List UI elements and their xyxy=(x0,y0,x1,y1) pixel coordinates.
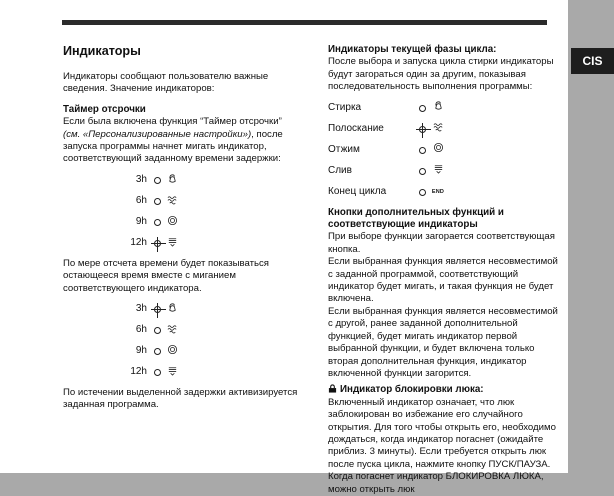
phase-indicator-list xyxy=(328,98,560,203)
delay-label: 12h xyxy=(130,366,147,378)
delay-indicators-1 xyxy=(63,170,301,254)
delay-indicator-row xyxy=(97,170,301,191)
options-paragraph-3: Если выбранная функция является несовместимой с другой, ранее заданной дополнительной функцией, будет мигать индикатор первой выбранной функции, и будет включена только вторая дополнительная функция, индикатор включенной функции загорится. xyxy=(328,305,558,379)
countdown-paragraph: По мере отсчета времени будет показываться остающееся время вместе с миганием соответствующего индикатора. xyxy=(63,257,269,294)
rinse-icon xyxy=(165,323,179,338)
delay-indicator-row xyxy=(97,362,301,383)
lock-paragraph: Включенный индикатор означает, что люк заблокирован во избежание его случайного открытия. Для того чтобы открыть его, необходимо дождаться, когда индикатор погаснет (ожидайте приблиз. 3 минуты). Если требуется открыть люк после пуска цикла, нажмите кнопку ПУСК/ПАУЗА. Когда погаснет индикатор БЛОКИРОВКА ЛЮКА, можно открыть люк xyxy=(328,396,556,495)
drain-icon xyxy=(165,365,179,380)
language-tab: CIS xyxy=(571,48,614,74)
delay-indicator-row xyxy=(97,299,301,320)
intro-paragraph: Индикаторы сообщают пользователю важные сведения. Значение индикаторов: xyxy=(63,71,269,95)
wash-icon xyxy=(430,100,446,115)
delay-indicator-row xyxy=(97,233,301,254)
delay-label: 6h xyxy=(135,195,147,207)
delay-indicator-row xyxy=(97,191,301,212)
phase-indicator-row xyxy=(328,161,560,182)
timer-heading: Таймер отсрочки xyxy=(63,103,146,115)
phase-name: Стирка xyxy=(328,101,362,113)
delay-indicator-row xyxy=(97,212,301,233)
phase-name: Конец цикла xyxy=(328,185,387,197)
end-icon: END xyxy=(431,189,445,196)
phase-paragraph: После выбора и запуска цикла стирки индикаторы будут загораться один за другим, показывая последовательность выполнения программы: xyxy=(328,56,554,93)
timer-paragraph: Если была включена функция “Таймер отсрочки” (см. «Персонализированные настройки»), после запуска программы начнет мигать индикатор, соответствующий заданному времени задержки: xyxy=(63,116,283,165)
delay-indicators-2 xyxy=(63,299,301,383)
left-column xyxy=(63,44,301,412)
rinse-icon xyxy=(165,194,179,209)
options-heading: Кнопки дополнительных функций и соответствующие индикаторы xyxy=(328,206,504,231)
phase-indicator-row xyxy=(328,140,560,161)
lock-icon xyxy=(328,384,337,393)
indicator-led xyxy=(419,189,426,196)
delay-label: 9h xyxy=(135,345,147,357)
right-column xyxy=(328,44,560,496)
header-rule xyxy=(62,20,547,25)
phase-name: Полоскание xyxy=(328,122,384,134)
drain-icon xyxy=(165,236,179,251)
wash-icon xyxy=(165,173,179,188)
lock-heading: Индикатор блокировки люка: xyxy=(328,384,560,396)
options-paragraph-2: Если выбранная функция является несовместимой с заданной программой, соответствующий индикатор будет мигать, и такая функция не будет включена. xyxy=(328,256,558,305)
indicator-led xyxy=(154,327,161,334)
indicator-led xyxy=(154,369,161,376)
indicator-led xyxy=(419,168,426,175)
indicator-led xyxy=(154,348,161,355)
indicator-led xyxy=(154,306,161,313)
spin-icon xyxy=(165,215,179,230)
delay-indicator-row xyxy=(97,341,301,362)
delay-label: 12h xyxy=(130,237,147,249)
phase-heading: Индикаторы текущей фазы цикла: xyxy=(328,44,497,55)
delay-label: 6h xyxy=(135,324,147,336)
indicator-led xyxy=(154,198,161,205)
phase-indicator-row xyxy=(328,182,560,203)
drain-icon xyxy=(430,163,446,178)
rinse-icon xyxy=(430,121,446,136)
options-paragraph-1: При выборе функции загорается соответствующая кнопка. xyxy=(328,231,555,255)
indicator-led xyxy=(154,219,161,226)
phase-name: Слив xyxy=(328,164,352,176)
delay-label: 3h xyxy=(135,303,147,315)
indicator-led xyxy=(419,105,426,112)
indicator-led xyxy=(419,147,426,154)
indicator-led xyxy=(154,177,161,184)
phase-indicator-row xyxy=(328,98,560,119)
end-paragraph: По истечении выделенной задержки активизируется заданная программа. xyxy=(63,387,298,411)
delay-indicator-row xyxy=(97,320,301,341)
wash-icon xyxy=(165,302,179,317)
phase-name: Отжим xyxy=(328,143,360,155)
delay-label: 9h xyxy=(135,216,147,228)
delay-label: 3h xyxy=(135,174,147,186)
phase-indicator-row xyxy=(328,119,560,140)
spin-icon xyxy=(165,344,179,359)
section-title: Индикаторы xyxy=(63,44,141,58)
indicator-led xyxy=(154,240,161,247)
spin-icon xyxy=(430,142,446,157)
indicator-led xyxy=(419,126,426,133)
